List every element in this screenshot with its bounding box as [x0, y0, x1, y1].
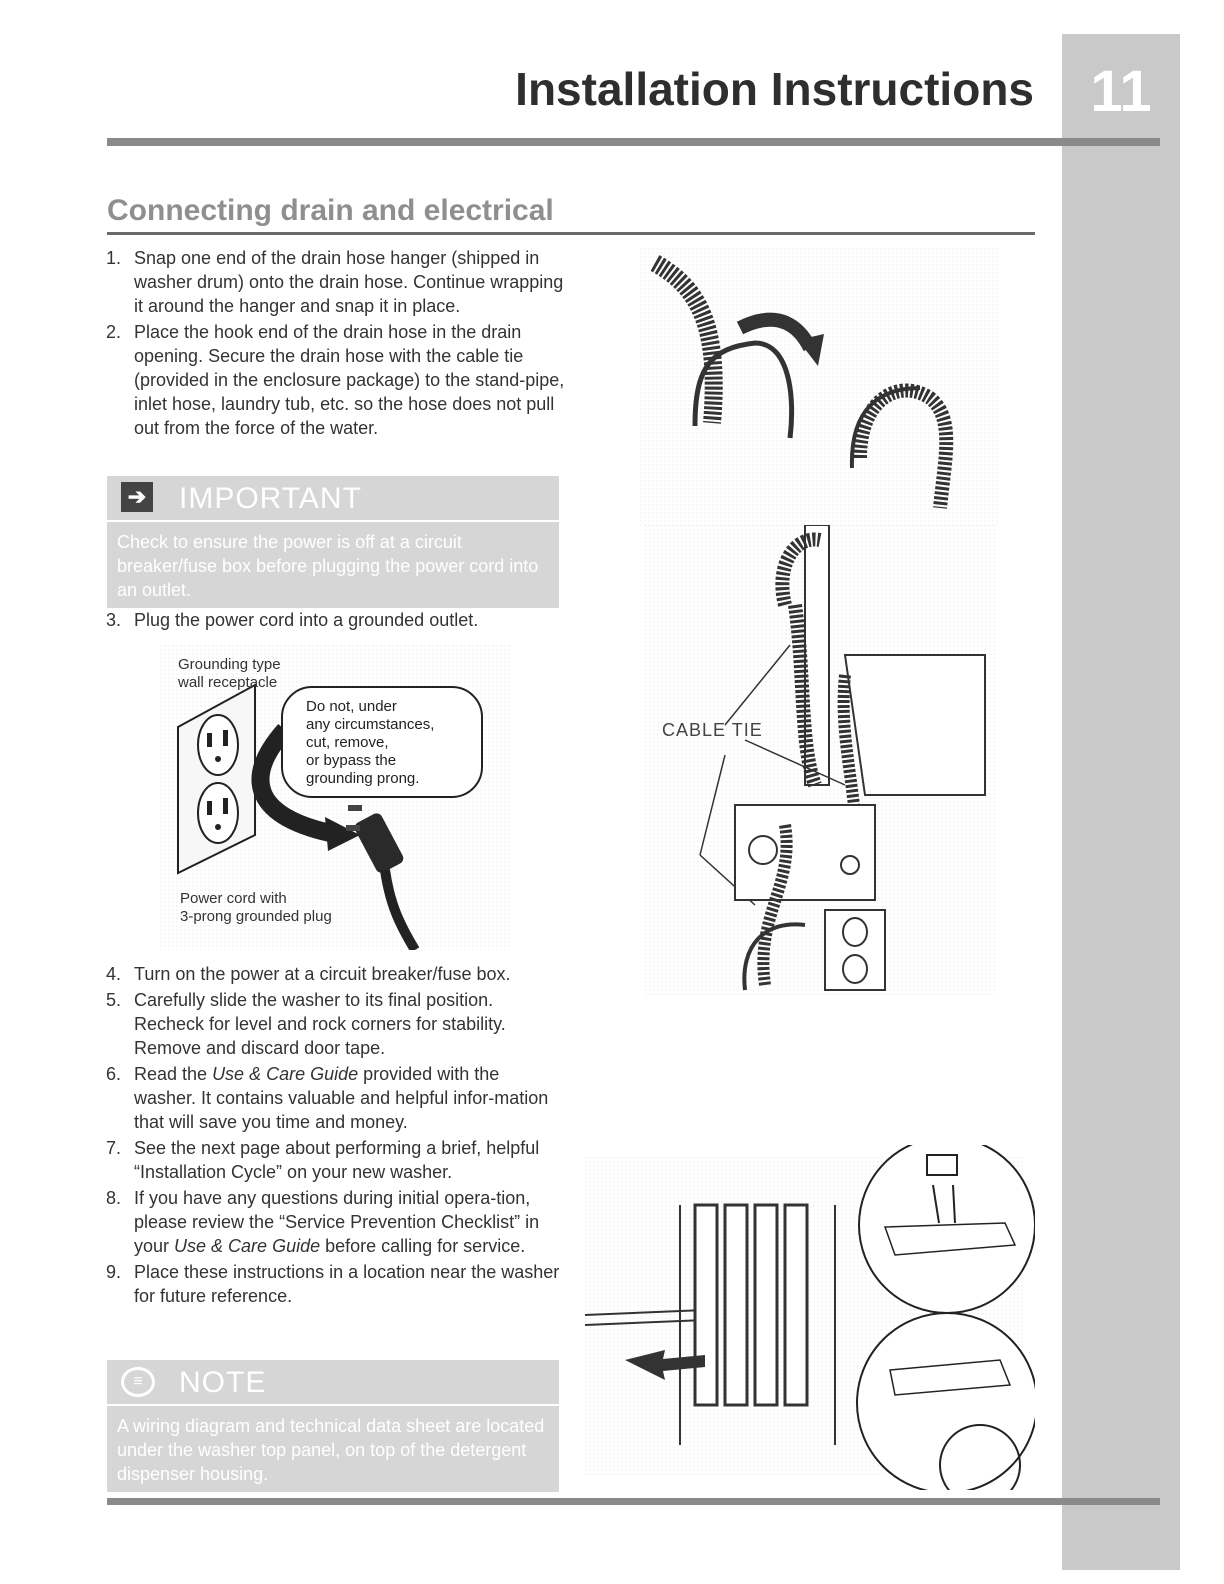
warning-line-4: or bypass the — [306, 752, 397, 769]
washer-position-figure — [585, 1145, 1035, 1490]
note-header — [107, 1360, 559, 1406]
header-rule — [107, 138, 1160, 146]
important-text: Check to ensure the power is off at a circuit breaker/fuse box before plugging the power cord into an outlet. — [117, 532, 539, 600]
warning-line-3: cut, remove, — [306, 734, 389, 751]
important-header — [107, 476, 559, 522]
page-number: 11 — [1090, 59, 1152, 124]
outlet-figure — [160, 645, 510, 950]
inset-washer-circle — [857, 1313, 1035, 1490]
warning-line-5: grounding prong. — [306, 770, 420, 787]
list-item: 2. Place the hook end of the drain hose in the drain opening. Secure the drain hose with the cable tie (provided in the enclosure package) to the stand-pipe, inlet hose, laundry tub, etc. so the hose does not pull out from the force of the water. — [106, 322, 565, 438]
list-item: 5. Carefully slide the washer to its final position. Recheck for level and rock corners for stability. Remove and discard door tape. — [106, 990, 506, 1058]
note-icon: ≡ — [121, 1367, 155, 1397]
laundry-tub — [845, 655, 985, 795]
note-callout — [107, 1360, 559, 1492]
outlet-bottom-icon — [198, 783, 238, 843]
receptacle-label-1: Grounding type — [178, 656, 281, 673]
list-item: 7. See the next page about performing a brief, helpful “Installation Cycle” on your new washer. — [106, 1138, 540, 1182]
steps-list-a — [106, 246, 566, 442]
list-item: 3. Plug the power cord into a grounded outlet. — [106, 610, 479, 630]
list-item: 6. Read the Use & Care Guide provided with the washer. It contains valuable and helpful infor-mation that will save you time and money. — [106, 1064, 549, 1132]
footer-rule — [107, 1498, 1160, 1505]
steps-list-step3 — [106, 608, 566, 634]
warning-line-1: Do not, under — [306, 698, 397, 715]
section-title: Connecting drain and electrical — [107, 194, 554, 227]
note-label: NOTE — [179, 1366, 267, 1399]
list-item: 1. Snap one end of the drain hose hanger (shipped in washer drum) onto the drain hose. Continue wrapping it around the hanger and snap it in place. — [106, 248, 564, 316]
arrow-icon: ➔ — [121, 482, 153, 512]
list-item: 9. Place these instructions in a location near the washer for future reference. — [106, 1262, 560, 1306]
list-item: 8. If you have any questions during initial opera-tion, please review the “Service Prevention Checklist” in your Use & Care Guide before calling for service. — [106, 1188, 540, 1256]
cable-tie-label: CABLE TIE — [662, 720, 763, 740]
hose-hanger-figure — [640, 248, 1000, 528]
page-side-tab — [1062, 34, 1180, 1570]
outlet-top-icon — [198, 715, 238, 775]
receptacle-label-2: wall receptacle — [178, 674, 278, 691]
page-title: Installation Instructions — [515, 63, 1034, 115]
section-rule — [107, 232, 1035, 235]
note-text: A wiring diagram and technical data sheet are located under the washer top panel, on top of the detergent dispenser housing. — [117, 1416, 545, 1484]
plug-label-2: 3-prong grounded plug — [180, 908, 332, 925]
list-item: 4. Turn on the power at a circuit breaker/fuse box. — [106, 964, 511, 984]
steps-list-b — [106, 962, 566, 1310]
important-label: IMPORTANT — [179, 482, 362, 515]
warning-line-2: any circumstances, — [306, 716, 435, 733]
important-callout — [107, 476, 559, 608]
cable-tie-figure — [645, 525, 995, 995]
plug-label-1: Power cord with — [180, 890, 287, 907]
